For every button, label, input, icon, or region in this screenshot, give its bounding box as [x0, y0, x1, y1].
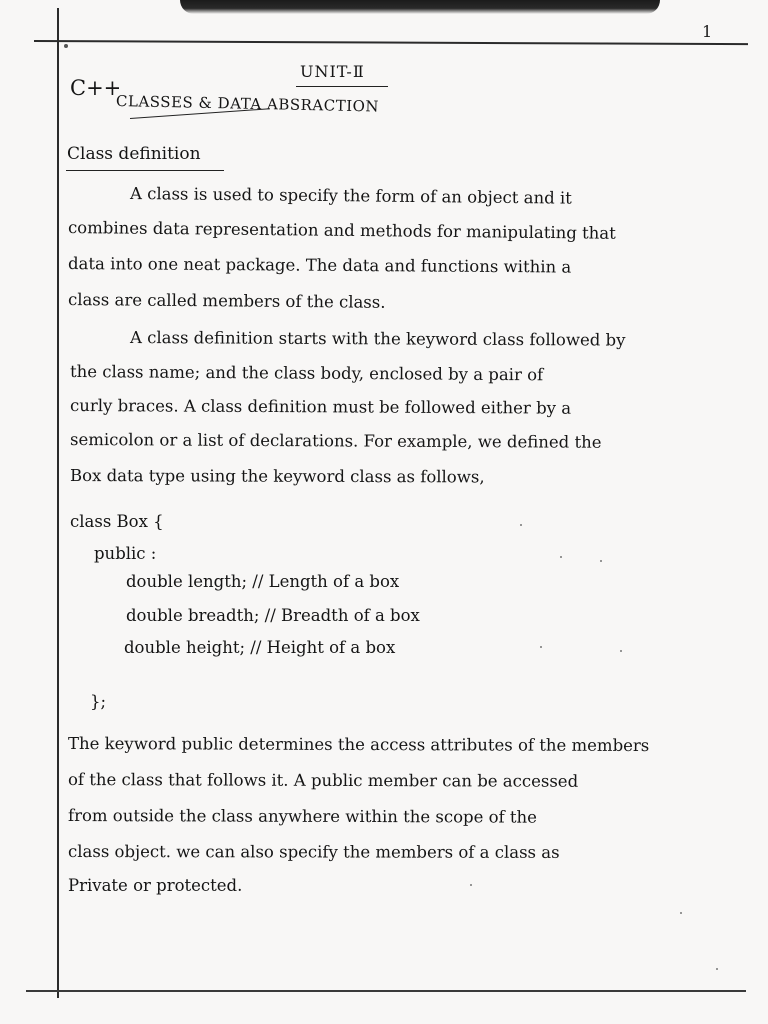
chapter-title: CLASSES & DATA ABSRACTION: [115, 92, 380, 116]
cpp-label: C++: [70, 76, 122, 100]
paragraph-line: class object. we can also specify the members of a class as: [67, 842, 560, 862]
paragraph-line: of the class that follows it. A public member can be accessed: [67, 770, 579, 791]
left-margin-line: [57, 8, 59, 998]
pencil-speck: [716, 968, 718, 970]
paragraph-line: A class is used to specify the form of an object and it: [129, 184, 572, 208]
code-member-line: double height; // Height of a box: [124, 638, 396, 657]
paragraph-line: semicolon or a list of declarations. For example, we defined the: [69, 430, 602, 452]
paragraph-line: from outside the class anywhere within the scope of the: [67, 806, 537, 827]
pencil-speck: [600, 560, 602, 562]
pencil-speck: [470, 884, 472, 886]
code-access-specifier: public :: [94, 544, 157, 563]
pencil-speck: [520, 524, 522, 526]
pencil-speck: [540, 646, 542, 648]
paragraph-line: curly braces. A class definition must be followed either by a: [69, 396, 572, 418]
paragraph-line: data into one neat package. The data and functions within a: [67, 254, 572, 277]
unit-title: UNIT-Ⅱ: [300, 62, 365, 81]
bottom-rule-line: [26, 990, 746, 992]
section-heading: Class definition: [67, 144, 201, 164]
code-member-line: double breadth; // Breadth of a box: [126, 606, 420, 625]
code-member-line: double length; // Length of a box: [126, 572, 400, 591]
top-rule-line: [34, 40, 748, 45]
paragraph-line: Box data type using the keyword class as follows,: [69, 466, 485, 487]
page-top-shadow: [180, 0, 660, 14]
pencil-speck: [620, 650, 622, 652]
paragraph-line: The keyword public determines the access attributes of the members: [67, 734, 650, 756]
paragraph-line: class are called members of the class.: [67, 290, 386, 312]
pencil-speck: [680, 912, 682, 914]
unit-title-underline: [296, 86, 388, 87]
margin-dot: [64, 44, 68, 48]
pencil-speck: [560, 556, 562, 558]
paragraph-line: Private or protected.: [68, 876, 243, 895]
paragraph-line: combines data representation and methods for manipulating that: [67, 218, 616, 243]
page-number: 1: [702, 22, 713, 41]
code-class-close: };: [90, 692, 107, 711]
paragraph-line: A class definition starts with the keyword class followed by: [129, 328, 626, 350]
code-class-header: class Box {: [70, 512, 164, 531]
paragraph-line: the class name; and the class body, enclosed by a pair of: [69, 362, 544, 385]
section-heading-underline: [66, 170, 224, 171]
